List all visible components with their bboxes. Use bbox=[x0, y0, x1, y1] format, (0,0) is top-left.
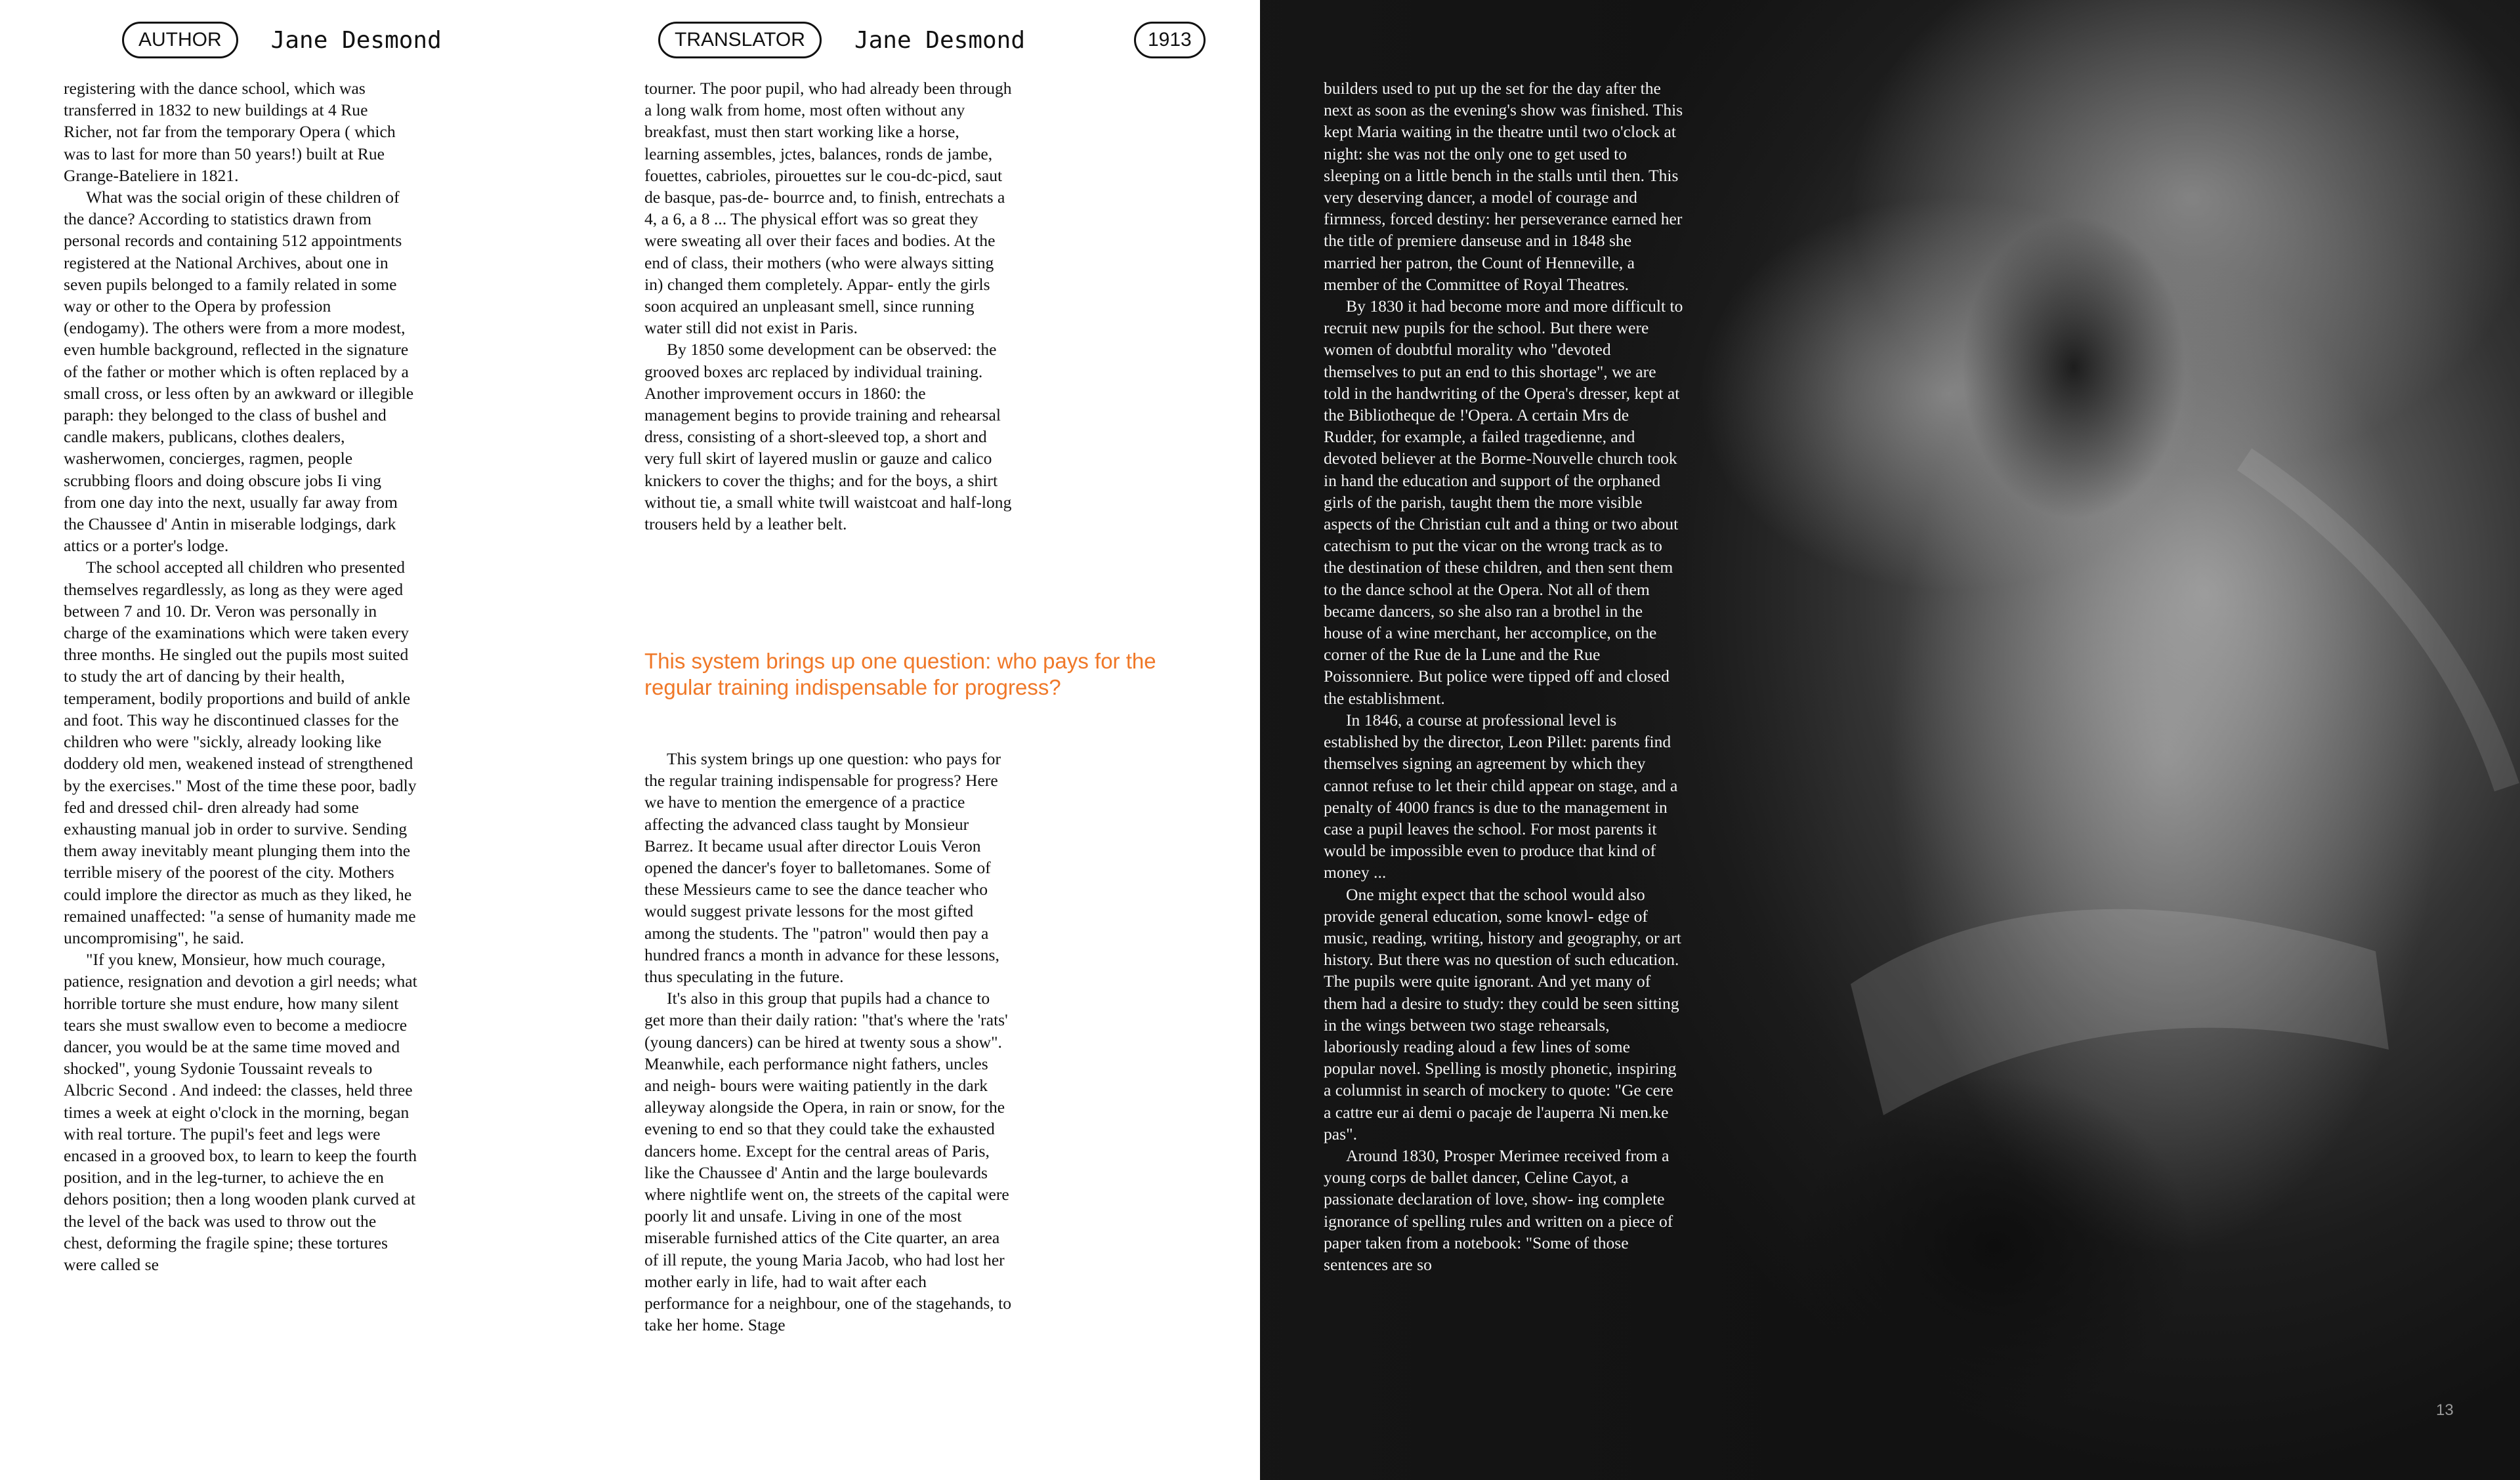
page-number: 13 bbox=[2436, 1401, 2454, 1419]
text-column-1 bbox=[64, 77, 418, 1275]
paragraph: registering with the dance school, which was transferred in 1832 to new buildings at 4 Rue Richer, not far from the temporary Opera ( which was to last for more than 50 years!) built at Rue Grange-Bateliere in 1821. bbox=[64, 79, 396, 185]
author-header bbox=[122, 18, 442, 62]
pull-quote: This system brings up one question: who pays for the regular training indispensable for progress? bbox=[644, 649, 1156, 699]
text-column-3 bbox=[1324, 77, 1685, 1275]
author-label-pill: AUTHOR bbox=[122, 22, 238, 58]
paragraph: By 1830 it had become more and more difficult to recruit new pupils for the school. But there were women of doubtful morality who "devoted themselves to put an end to this shortage", we are told in the handwriting of the Opera's dresser, kept at the Bibliotheque de !'Opera. A certain Mrs de Rudder, for example, a failed tragedienne, and devoted believer at the Borme-Nouvelle church took in hand the education and support of the orphaned girls of the parish, taught them the more visible aspects of the Christian cult and a thing or two about catechism to put the vicar on the wrong track as to the destination of these children, and then sent them to the dance school at the Opera. Not all of them became dancers, so she also ran a brothel in the house of a wine merchant, her accomplice, on the corner of the Rue de la Lune and the Rue Poissonniere. But police were tipped off and closed the establishment. bbox=[1324, 297, 1683, 708]
year-pill: 1913 bbox=[1134, 22, 1206, 58]
paragraph: By 1850 some development can be observed: the grooved boxes arc replaced by individual training. Another improvement occurs in 1860: the management begins to provide training and rehearsal dress, consisting of a short-sleeved top, a short and very full skirt of layered muslin or gauze and calico knickers to cover the thighs; and for the boys, a shirt without tie, a small white twill waistcoat and half-long trousers held by a leather belt. bbox=[644, 340, 1012, 534]
author-name: Jane Desmond bbox=[270, 26, 442, 54]
translator-label-pill: TRANSLATOR bbox=[658, 22, 822, 58]
paragraph: This system brings up one question: who pays for the regular training indispensable for progress? Here we have to mention the emergence of a practice affecting the advanced class taught by Monsieur Barrez. It became usual after director Louis Veron opened the dancer's foyer to balletomanes. Some of these Messieurs came to see the dance teacher who would suggest private lessons for the most gifted among the students. The "patron" would then pay a hundred francs a month in advance for these lessons, thus speculating in the future. bbox=[644, 749, 1001, 987]
paragraph: One might expect that the school would also provide general education, some knowl- edge of music, reading, writing, history and geography, or art history. But there was no question of such education. The pupils were quite ignorant. And yet many of them had a desire to study: they could be seen sitting in the wings between two stage rehearsals, laboriously reading aloud a few lines of some popular novel. Spelling is mostly phonetic, inspiring a columnist in search of mockery to quote: "Ge cere a cattre eur ai demi o pacaje de l'auperra Ni men.ke pas". bbox=[1324, 884, 1681, 1143]
paragraph: tourner. The poor pupil, who had already been through a long walk from home, most often without any breakfast, must then start working like a horse, learning assembles, jctes, balances, ronds de jambe, fouettes, cabrioles, pirouettes sur le cou-dc-picd, saut de basque, pas-de- bourrce and, to finish, entrechats a 4, a 6, a 8 ... The physical effort was so great they were sweating all over their faces and bodies. At the end of class, their mothers (who were always sitting in) changed them completely. Appar- ently the girls soon acquired an unpleasant smell, since running water still did not exist in Paris. bbox=[644, 79, 1012, 338]
paragraph: In 1846, a course at professional level is established by the director, Leon Pillet: parents find themselves signing an agreement by which they cannot refuse to let their child appear on stage, and a penalty of 4000 francs is due to the management in case a pupil leaves the school. For most parents it would be impossible even to produce that kind of money ... bbox=[1324, 710, 1678, 882]
translator-header bbox=[658, 18, 1025, 62]
paragraph: What was the social origin of these children of the dance? According to statistics drawn from personal records and containing 512 appointments registered at the National Archives, about one in seven pupils belonged to a family related in some way or other to the Opera by profession (endogamy). The others were from a more modest, even humble background, reflected in the signature of the father or mother which is often replaced by a small cross, or less often by an awkward or illegible paraph: they belonged to the class of bushel and candle makers, publicans, clothes dealers, washerwomen, concierges, ragmen, people scrubbing floors and doing obscure jobs Ii ving from one day into the next, usually far away from the Chaussee d' Antin in miserable lodgings, dark attics or a porter's lodge. bbox=[64, 188, 414, 556]
right-page bbox=[1260, 0, 2520, 1480]
text-column-2-continued bbox=[644, 748, 1012, 1336]
text-column-2 bbox=[644, 77, 1012, 535]
paragraph: It's also in this group that pupils had a chance to get more than their daily ration: "that's where the 'rats' (young dancers) can be hired at twenty sous a show". Meanwhile, each performance night fathers, uncles and neigh- bours were waiting patiently in the dark alleyway alongside the Opera, in rain or snow, for the evening to end so that they could take the exhausted dancers home. Except for the central areas of Paris, like the Chaussee d' Antin and the large boulevards where nightlife went on, the streets of the capital were poorly lit and unsafe. Living in one of the most miserable furnished attics of the Cite quarter, an area of ill repute, the young Maria Jacob, who had lost her mother early in life, had to wait after each performance for a neighbour, one of the stagehands, to take her home. Stage bbox=[644, 989, 1011, 1335]
translator-name: Jane Desmond bbox=[854, 26, 1026, 54]
paragraph: builders used to put up the set for the day after the next as soon as the evening's show was finished. This kept Maria waiting in the theatre until two o'clock at night: she was not the only one to get used to sleeping on a little bench in the stalls until then. This very deserving dancer, a model of courage and firmness, forced destiny: her perseverance earned her the title of premiere danseuse and in 1848 she married her patron, the Count of Henneville, a member of the Committee of Royal Theatres. bbox=[1324, 79, 1683, 294]
paragraph: "If you knew, Monsieur, how much courage, patience, resignation and devotion a girl needs; what horrible torture she must endure, how many silent tears she must swallow even to become a mediocre dancer, you would be at the same time moved and shocked", young Sydonie Toussaint reveals to Albcric Second . And indeed: the classes, held three times a week at eight o'clock in the morning, began with real torture. The pupil's feet and legs were encased in a grooved box, to learn to keep the fourth position, and in the leg-turner, to achieve the en dehors position; then a long wooden plank curved at the level of the back was used to throw out the chest, deforming the fragile spine; these tortures were called se bbox=[64, 950, 417, 1274]
year-header bbox=[1134, 18, 1206, 62]
paragraph: Around 1830, Prosper Merimee received from a young corps de ballet dancer, Celine Cayot, a passionate declaration of love, show- ing complete ignorance of spelling rules and written on a piece of paper taken from a notebook: "Some of those sentences are so bbox=[1324, 1145, 1673, 1274]
paragraph: The school accepted all children who presented themselves regardlessly, as long as they were aged between 7 and 10. Dr. Veron was personally in charge of the examinations which were taken every three months. He singled out the pupils most suited to study the art of dancing by their health, temperament, bodily proportions and build of ankle and foot. This way he discontinued classes for the children who were "sickly, already looking like doddery old men, weakened instead of strengthened by the exercises." Most of the time these poor, badly fed and dressed chil- dren already had some exhausting manual job in order to survive. Sending them away inevitably meant plunging them into the terrible misery of the poorest of the city. Mothers could implore the director as much as they liked, he remained unaffected: "a sense of humanity made me uncompromising", he said. bbox=[64, 558, 417, 947]
